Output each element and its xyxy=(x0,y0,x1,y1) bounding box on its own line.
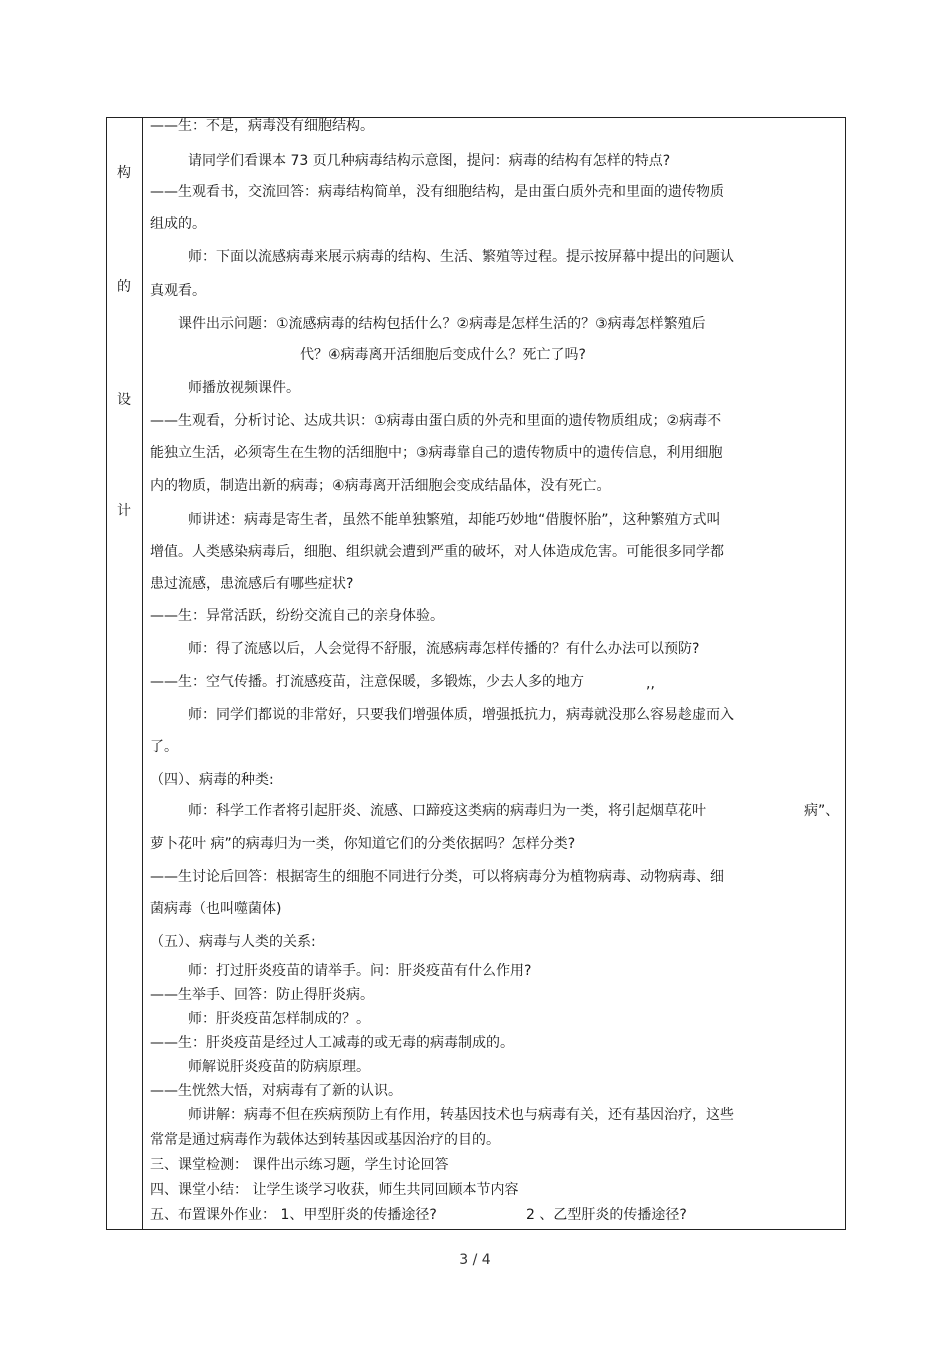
text-line: 师：同学们都说的非常好，只要我们增强体质，增强抵抗力，病毒就没那么容易趁虚而入 xyxy=(188,707,734,723)
text-line: 能独立生活，必须寄生在生物的活细胞中；③病毒靠自己的遗传物质中的遗传信息，利用细胞 xyxy=(150,445,723,461)
text-line: （四）、病毒的种类: xyxy=(150,772,274,788)
text-line: 师：打过肝炎疫苗的请举手。问：肝炎疫苗有什么作用? xyxy=(188,963,532,979)
text-line: 师：肝炎疫苗怎样制成的？。 xyxy=(188,1011,370,1027)
text-line: 课件出示问题：①流感病毒的结构包括什么？②病毒是怎样生活的？③病毒怎样繁殖后 xyxy=(178,316,706,332)
text-line: ——生观看书，交流回答：病毒结构简单，没有细胞结构，是由蛋白质外壳和里面的遗传物质 xyxy=(150,184,724,200)
text-line: 四、课堂小结： 让学生谈学习收获，师生共同回顾本节内容 xyxy=(150,1182,519,1198)
text-line: 病”、 xyxy=(804,803,840,819)
text-line: ——生：异常活跃，纷纷交流自己的亲身体验。 xyxy=(150,608,444,624)
text-line: 菌病毒（也叫噬菌体) xyxy=(150,901,282,917)
text-line: ,, xyxy=(646,676,655,692)
text-line: 真观看。 xyxy=(150,283,206,299)
text-line: 师讲解：病毒不但在疾病预防上有作用，转基因技术也与病毒有关，还有基因治疗，这些 xyxy=(188,1107,734,1123)
text-line: 三、课堂检测： 课件出示练习题，学生讨论回答 xyxy=(150,1157,449,1173)
text-line: 五、布置课外作业： 1、甲型肝炎的传播途径? xyxy=(150,1207,437,1223)
text-line: 请同学们看课本 73 页几种病毒结构示意图，提问：病毒的结构有怎样的特点? xyxy=(188,153,671,169)
text-line: 师：科学工作者将引起肝炎、流感、口蹄疫这类病的病毒归为一类，将引起烟草花叶 xyxy=(188,803,706,819)
text-line: ——生举手、回答：防止得肝炎病。 xyxy=(150,987,374,1003)
text-line: ——生：空气传播。打流感疫苗，注意保暖，多锻炼，少去人多的地方 xyxy=(150,674,584,690)
text-line: 2 、乙型肝炎的传播途径? xyxy=(526,1207,687,1223)
text-line: （五）、病毒与人类的关系: xyxy=(150,934,316,950)
text-line: 组成的。 xyxy=(150,216,206,232)
text-line: ——生讨论后回答：根据寄生的细胞不同进行分类，可以将病毒分为植物病毒、动物病毒、细 xyxy=(150,869,724,885)
column-divider xyxy=(142,117,143,1230)
text-line: ——生：不是，病毒没有细胞结构。 xyxy=(150,118,374,134)
side-label-char: 计 xyxy=(117,503,131,519)
side-label-char: 设 xyxy=(117,392,131,408)
text-line: ——生：肝炎疫苗是经过人工减毒的或无毒的病毒制成的。 xyxy=(150,1035,514,1051)
text-line: 师：下面以流感病毒来展示病毒的结构、生活、繁殖等过程。提示按屏幕中提出的问题认 xyxy=(188,249,734,265)
text-line: 师讲述：病毒是寄生者，虽然不能单独繁殖，却能巧妙地“借腹怀胎”，这种繁殖方式叫 xyxy=(188,512,721,528)
text-line: 师：得了流感以后，人会觉得不舒服，流感病毒怎样传播的？有什么办法可以预防? xyxy=(188,641,700,657)
text-line: 师解说肝炎疫苗的防病原理。 xyxy=(188,1059,370,1075)
text-line: 常常是通过病毒作为载体达到转基因或基因治疗的目的。 xyxy=(150,1132,500,1148)
text-line: 代？④病毒离开活细胞后变成什么？死亡了吗? xyxy=(300,347,586,363)
text-line: 内的物质，制造出新的病毒；④病毒离开活细胞会变成结晶体，没有死亡。 xyxy=(150,478,611,494)
page-number: 3 / 4 xyxy=(459,1252,491,1268)
side-label-char: 构 xyxy=(117,165,131,181)
text-line: 师播放视频课件。 xyxy=(188,380,300,396)
side-label-char: 的 xyxy=(117,279,131,295)
text-line: 了。 xyxy=(150,739,178,755)
text-line: ——生观看，分析讨论、达成共识：①病毒由蛋白质的外壳和里面的遗传物质组成；②病毒不 xyxy=(150,413,722,429)
text-line: 增值。人类感染病毒后，细胞、组织就会遭到严重的破坏，对人体造成危害。可能很多同学都 xyxy=(150,544,724,560)
text-line: 萝卜花叶 病”的病毒归为一类，你知道它们的分类依据吗？怎样分类? xyxy=(150,836,576,852)
text-line: 患过流感，患流感后有哪些症状? xyxy=(150,576,354,592)
text-line: ——生恍然大悟，对病毒有了新的认识。 xyxy=(150,1083,402,1099)
